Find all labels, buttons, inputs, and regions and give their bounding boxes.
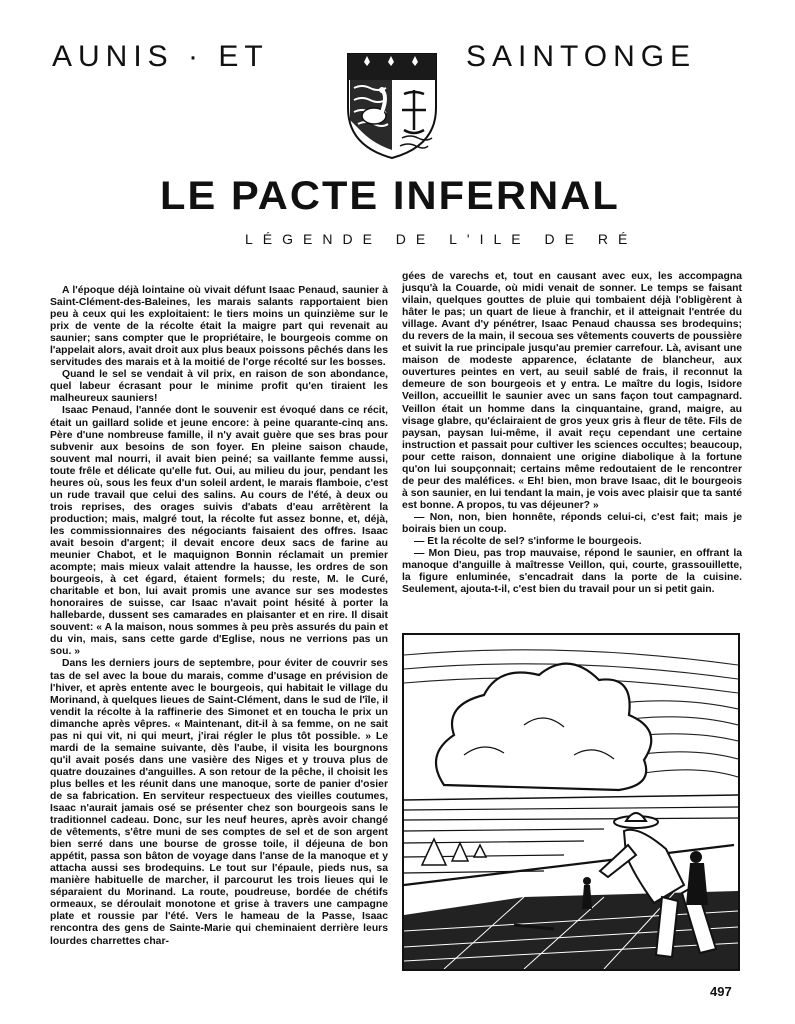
left-text-column	[50, 285, 388, 948]
article-title: LE PACTE INFERNAL	[160, 174, 620, 218]
page-number: 497	[710, 984, 732, 999]
region-title-left: AUNIS · ET	[52, 40, 269, 73]
right-text-column	[402, 271, 742, 596]
paragraph: Quand le sel se vendait à vil prix, en raison de son abondance, quel labeur écrasant pour le minime profit qu'en tiraient les malheureux sauniers!	[50, 369, 388, 405]
salt-marsh-workers-illustration	[402, 633, 740, 971]
article-subtitle: LÉGENDE DE L'ILE DE RÉ	[245, 231, 638, 247]
paragraph: — Et la récolte de sel? s'informe le bourgeois.	[414, 536, 642, 548]
region-title-right: SAINTONGE	[466, 40, 697, 73]
paragraph: Dans les derniers jours de septembre, pour éviter de couvrir ses tas de sel avec la boue du marais, comme d'usage en prévision de l'hiver, et après entente avec le bourgeois, qui habitait le village du Morinand, à quelques lieues de Saint-Clément, dans le sud de l'île, il vendit la récolte à la raffinerie des Simonet et en toucha le prix un dimanche après vêpres. « Maintenant, dit-il à sa femme, on ne sait pas ni qui vit, ni qui meurt, j'irai régler le plus tôt possible. » Le mardi de la semaine suivante, dès l'aube, il visita les bourgnons qu'il avait posés dans une vasière des Niges et y trouva plus de quatre douzaines d'anguilles. A son retour de la pêche, il choisit les plus belles et les réunit dans une manoque, sorte de panier d'osier de sa fabrication. En serviteur respectueux des vieilles coutumes, Isaac n'aurait jamais osé se présenter chez son bourgeois sans le traditionnel cadeau. Donc, sur les neuf heures, après avoir changé de vêtements, s'être muni de ses comptes de sel et de son argent bien serré dans une bourse de grosse toile, il déjeuna de bon appétit, passa son bâton de voyage dans l'anse de la manoque et y attacha aussi ses brodequins. Le tout sur l'épaule, pieds nus, sa manière habituelle de marcher, il parcourut les trois lieues qui le séparaient du Morinand. La route, poudreuse, bordée de chétifs ormeaux, se déroulait monotone et grise à travers une campagne plate et roussie par l'été. Vers le hameau de la Passe, Isaac rencontra des gens de Sainte-Marie qui cheminaient derrière leurs lourdes charrettes char-	[50, 658, 388, 947]
paragraph: — Non, non, bien honnête, réponds celui-ci, c'est fait; mais je boirais bien un coup.	[402, 511, 742, 535]
paragraph: A l'époque déjà lointaine où vivait défunt Isaac Penaud, saunier à Saint-Clément-des-Baleines, les marais salants rapportaient bien peu à ceux qui les exploitaient: le tiers moins un quinzième sur le prix de vente de la récolte était la maigre part qui revenait au saunier; sans compter que le propriétaire, le bourgeois comme on l'appelait alors, avait droit aux plus beaux poissons pêchés dans les servitudes des marais et à la moitié de l'orge récolté sur les bosses.	[50, 285, 388, 369]
paragraph: Isaac Penaud, l'année dont le souvenir est évoqué dans ce récit, était un gaillard solide et jeune encore: à peine quarante-cinq ans. Père d'une nombreuse famille, il n'y avait guère que ses bras pour subvenir aux besoins de son foyer. En pleine saison chaude, souvent mal nourri, il avait bien peiné; sa vaillante femme aussi, toute frêle et délicate qu'elle fut. Oui, au milieu du jour, pendant les heures où, sous les feux d'un soleil ardent, le marais flamboie, c'est un rude travail que celui des salins. Au cours de l'été, à deux ou trois reprises, des orages suivis d'abats d'eau arrêtèrent la production; mais, malgré tout, la récolte fut assez bonne, et, déjà, les commissionnaires des négociants faisaient des offres. Isaac avait besoin d'argent; il devait encore deux sacs de farine au meunier Chabot, et le maquignon Bonnin réclamait un premier acompte; mais mieux valait attendre la hausse, les ordres de son bourgeois, à cet égard, étaient formels; du reste, M. le Curé, charitable et bon, lui avait promis une avance sur ses modestes honoraires de suisse, car Isaac n'avait point hésité à porter la hallebarde, dussent ses camarades en plaisanter et en rire. Il disait souvent: « A la maison, nous sommes à peu près assurés du pain et du vin, mais, sans cette garde d'Eglise, nous ne verrions pas un sou. »	[50, 405, 388, 658]
paragraph: — Mon Dieu, pas trop mauvaise, répond le saunier, en offrant la manoque d'anguille à maîtresse Veillon, qui, courte, grassouillette, la figure enluminée, s'encadrait dans la porte de la cuisine. Seulement, ajouta-t-il, c'est bien du travail pour un si petit gain.	[402, 548, 742, 596]
paragraph: gées de varechs et, tout en causant avec eux, les accompagna jusqu'à la Couarde, où midi venait de sonner. Le temps se faisant vilain, quelques gouttes de pluie qui tombaient déjà l'obligèrent à hâter le pas; un quart de lieue à franchir, et il atteignait l'entrée du village. Avant d'y pénétrer, Isaac Penaud chaussa ses brodequins; du revers de la main, il secoua ses vêtements couverts de poussière et suivit la rue principale jusqu'au premier carrefour. Là, avisant une maison de modeste apparence, éclatante de blancheur, aux ouvertures peintes en vert, au seuil sablé de frais, il reconnut la demeure de son bourgeois et y entra. Le maître du logis, Isidore Veillon, accueillit le saunier avec un sans façon tout campagnard. Veillon était un homme dans la cinquantaine, grand, maigre, au visage glabre, qu'éclairaient de gros yeux gris à fleur de tête. Fils de paysan, paysan lui-même, il avait reçu cependant une certaine instruction et passait pour cultiver les sciences occultes; beaucoup, pour cette raison, donnaient une origine diabolique à la fortune qu'on lui soupçonnait; certains même redoutaient de le rencontrer de peur des maléfices. « Eh! bien, mon brave Isaac, dit le bourgeois à son saunier, en lui tendant la main, je vois avec plaisir que ta santé est bonne. A propos, tu vas déjeuner? »	[402, 271, 742, 511]
coat-of-arms-icon	[344, 50, 440, 162]
